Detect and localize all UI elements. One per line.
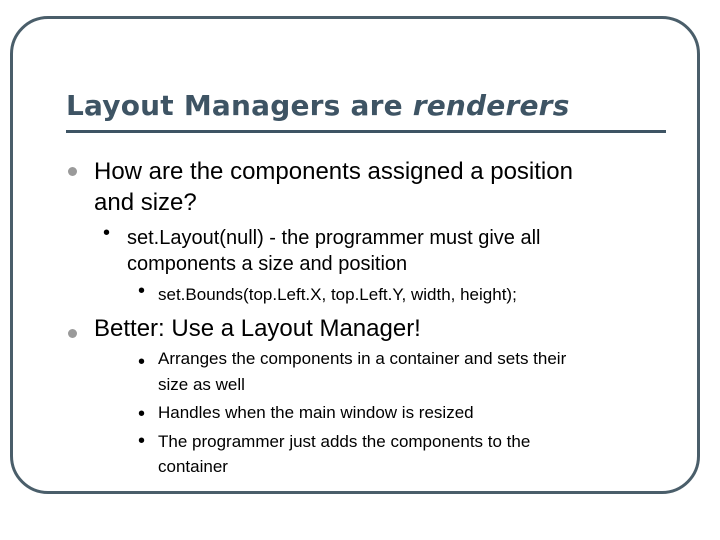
sub-bullet-marker-1-1: •	[103, 222, 111, 244]
bullet-2-line-1: Better: Use a Layout Manager!	[94, 315, 421, 342]
sub-bullet-marker-2-1: •	[138, 351, 146, 373]
slide-title	[66, 89, 570, 122]
sub-bullet-2-3-line-1: The programmer just adds the components to the	[158, 432, 531, 451]
title-italic: renderers	[412, 89, 570, 122]
sub-bullet-1-1-line-2: components a size and position	[127, 253, 408, 275]
sub-bullet-marker-2-3: •	[138, 430, 146, 452]
sub-bullet-marker-2-2: •	[138, 403, 146, 425]
bullet-marker-1	[68, 167, 77, 176]
sub-bullet-2-2-line-1: Handles when the main window is resized	[158, 403, 474, 422]
sub-bullet-2-1-line-1: Arranges the components in a container and sets their	[158, 349, 567, 368]
bullet-1-line-2: and size?	[94, 189, 197, 216]
sub-sub-bullet-1-1-1-line-1: set.Bounds(top.Left.X, top.Left.Y, width, height);	[158, 285, 517, 304]
bullet-marker-2	[68, 329, 77, 338]
sub-bullet-2-1-line-2: size as well	[158, 375, 245, 394]
sub-sub-bullet-marker-1-1-1: •	[138, 280, 146, 302]
sub-bullet-1-1-line-1: set.Layout(null) - the programmer must give all	[127, 227, 541, 249]
sub-bullet-2-3-line-2: container	[158, 457, 228, 476]
title-underline	[66, 130, 666, 133]
title-main: Layout Managers are	[66, 89, 413, 122]
bullet-1-line-1: How are the components assigned a position	[94, 158, 573, 185]
